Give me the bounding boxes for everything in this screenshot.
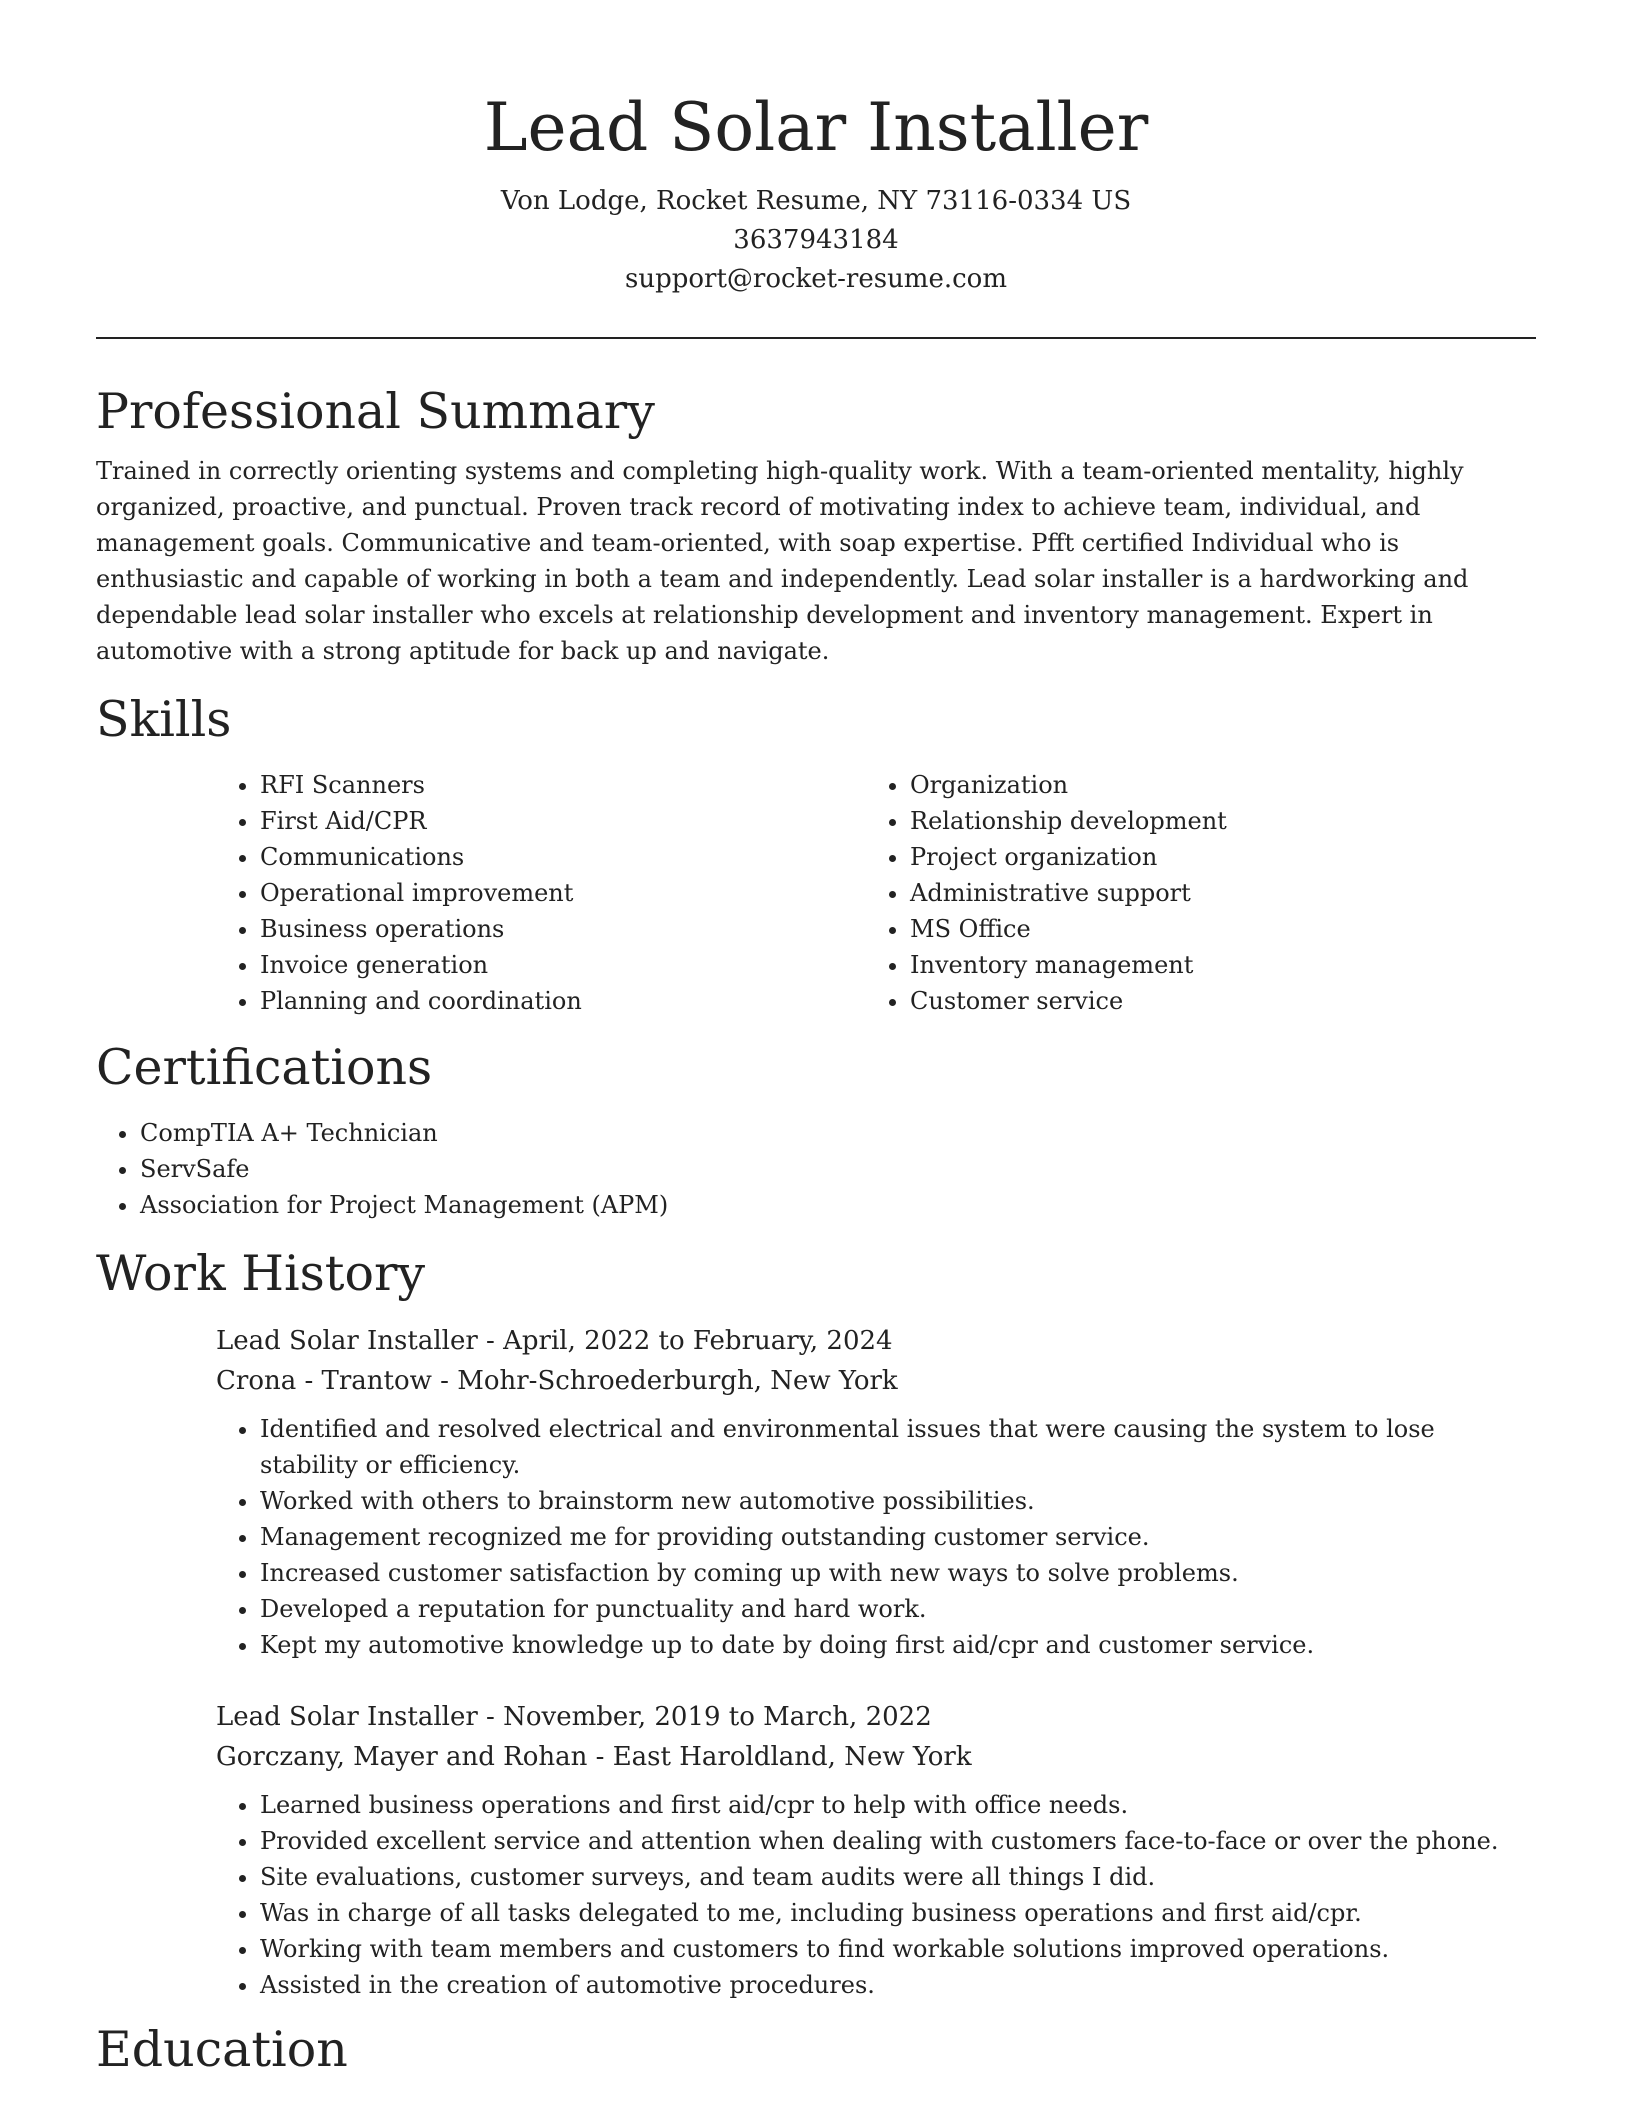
job-duties-list (216, 1401, 1536, 1663)
job-title-line (216, 1321, 1536, 1361)
job-duty-item: • Assisted in the creation of automotive procedures. (260, 1967, 1536, 2003)
skills-title: Skills (96, 691, 232, 748)
summary-text: Trained in correctly orienting systems and completing high-quality work. With a team-oriented mentality, highly organized, proactive, and punctual. Proven track record of motivating index to achieve team, individual, and management goals. Communicative and team-oriented, with soap expertise. Pfft certified Individual who is enthusiastic and capable of working in both a team and independently. Lead solar installer is a hardworking and dependable lead solar installer who excels at relationship development and inventory management. Expert in automotive with a strong aptitude for back up and navigate. (96, 457, 1469, 665)
summary-section (96, 379, 1536, 669)
job-duty-item: • Identified and resolved electrical and environmental issues that were causing the system to lose stability or efficiency. (260, 1411, 1536, 1483)
skill-item: • Project organization (910, 839, 1516, 875)
job-duty-item: • Increased customer satisfaction by coming up with new ways to solve problems. (260, 1555, 1536, 1591)
job-company: Gorczany, Mayer and Rohan (216, 1742, 588, 1772)
contact-phone: 3637943184 (733, 225, 899, 255)
resume-header (96, 0, 1536, 299)
job-title: Lead Solar Installer (216, 1326, 478, 1356)
job-duty-item: • Learned business operations and first aid/cpr to help with office needs. (260, 1787, 1536, 1823)
skill-item: • Business operations (260, 911, 866, 947)
job-title: Lead Solar Installer (216, 1702, 478, 1732)
job-location: - East Haroldland, New York (587, 1742, 972, 1772)
skills-list-right (866, 767, 1516, 1019)
resume-page (96, 0, 1536, 2083)
skills-column-left (216, 767, 866, 1019)
contact-email: support@rocket-resume.com (624, 264, 1007, 294)
skills-column-right (866, 767, 1516, 1019)
certification-item: • Association for Project Management (APM) (140, 1187, 1536, 1223)
skill-item: • First Aid/CPR (260, 803, 866, 839)
skill-item: • Operational improvement (260, 875, 866, 911)
education-section (96, 2017, 1536, 2083)
certification-item: • ServSafe (140, 1151, 1536, 1187)
contact-info (96, 182, 1536, 299)
education-title: Education (96, 2021, 348, 2078)
job-dates: - November, 2019 to March, 2022 (477, 1702, 932, 1732)
skill-item: • MS Office (910, 911, 1516, 947)
certifications-section (96, 1035, 1536, 1223)
summary-title: Professional Summary (96, 383, 655, 440)
skill-item: • Communications (260, 839, 866, 875)
job-duty-item: • Provided excellent service and attention when dealing with customers face-to-face or over the phone. (260, 1823, 1536, 1859)
job-duty-item: • Kept my automotive knowledge up to date by doing first aid/cpr and customer service. (260, 1627, 1536, 1663)
certification-item: • CompTIA A+ Technician (140, 1115, 1536, 1151)
skills-section (96, 687, 1536, 1019)
work-history-section (96, 1241, 1536, 2003)
job-company: Crona - Trantow (216, 1366, 432, 1396)
skills-list-left (216, 767, 866, 1019)
skill-item: • Relationship development (910, 803, 1516, 839)
skill-item: • Inventory management (910, 947, 1516, 983)
certifications-title: Certifications (96, 1039, 433, 1096)
job-duty-item: • Worked with others to brainstorm new automotive possibilities. (260, 1483, 1536, 1519)
job-duty-item: • Was in charge of all tasks delegated to me, including business operations and first aid/cpr. (260, 1895, 1536, 1931)
job-company-line (216, 1361, 1536, 1401)
skill-item: • Planning and coordination (260, 983, 866, 1019)
job-entry (216, 1321, 1536, 1663)
skill-item: • Organization (910, 767, 1516, 803)
candidate-name: Lead Solar Installer (483, 89, 1149, 166)
job-duty-item: • Management recognized me for providing outstanding customer service. (260, 1519, 1536, 1555)
skills-grid (216, 753, 1536, 1019)
skill-item: • Customer service (910, 983, 1516, 1019)
job-dates: - April, 2022 to February, 2024 (477, 1326, 893, 1356)
job-duty-item: • Working with team members and customers to find workable solutions improved operations. (260, 1931, 1536, 1967)
job-duties-list (216, 1777, 1536, 2003)
job-title-line (216, 1697, 1536, 1737)
job-company-line (216, 1737, 1536, 1777)
job-duty-item: • Developed a reputation for punctuality and hard work. (260, 1591, 1536, 1627)
job-location: - Mohr-Schroederburgh, New York (431, 1366, 898, 1396)
contact-address: Von Lodge, Rocket Resume, NY 73116-0334 US (500, 186, 1132, 216)
skill-item: • Invoice generation (260, 947, 866, 983)
work-history-title: Work History (96, 1245, 426, 1302)
skill-item: • RFI Scanners (260, 767, 866, 803)
job-entry (216, 1697, 1536, 2003)
skill-item: • Administrative support (910, 875, 1516, 911)
header-divider (96, 337, 1536, 339)
certifications-list (96, 1101, 1536, 1223)
job-duty-item: • Site evaluations, customer surveys, and team audits were all things I did. (260, 1859, 1536, 1895)
